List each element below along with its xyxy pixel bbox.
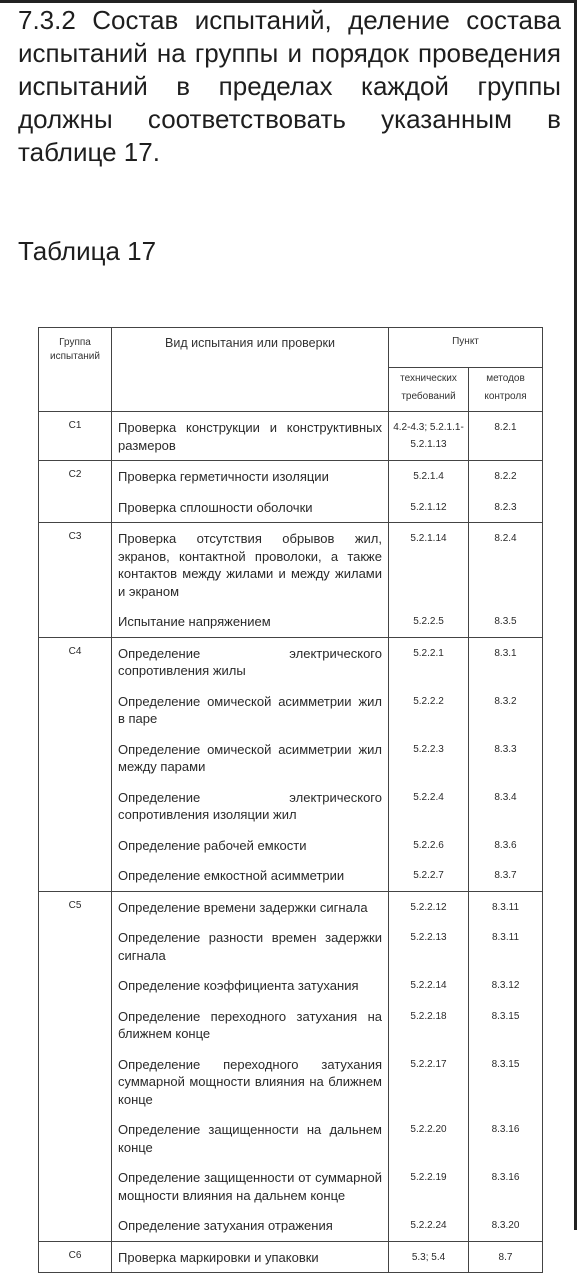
test-name-cell: Определение разности времен задержки сигнала xyxy=(112,922,389,970)
test-name-cell: Определение затухания отражения xyxy=(112,1210,389,1241)
table-row xyxy=(39,1210,543,1241)
methods-clause-cell: 8.3.15 xyxy=(469,1049,543,1115)
methods-clause-cell: 8.7 xyxy=(469,1241,543,1273)
requirements-clause-cell: 5.2.1.12 xyxy=(389,492,469,523)
table-row xyxy=(39,1241,543,1273)
requirements-clause-cell: 5.2.2.6 xyxy=(389,830,469,861)
table-row xyxy=(39,782,543,830)
table-row xyxy=(39,1049,543,1115)
methods-clause-cell: 8.2.1 xyxy=(469,412,543,461)
methods-clause-cell: 8.2.4 xyxy=(469,523,543,607)
table-row xyxy=(39,734,543,782)
requirements-clause-cell: 4.2-4.3; 5.2.1.1- 5.2.1.13 xyxy=(389,412,469,461)
test-name-cell: Определение электрического сопротивления жилы xyxy=(112,637,389,686)
table-row xyxy=(39,412,543,461)
group-cell xyxy=(39,1162,112,1210)
methods-clause-cell: 8.3.5 xyxy=(469,606,543,637)
table-row xyxy=(39,1162,543,1210)
group-cell xyxy=(39,734,112,782)
methods-clause-cell: 8.2.3 xyxy=(469,492,543,523)
methods-clause-cell: 8.3.3 xyxy=(469,734,543,782)
test-name-cell: Определение защищенности на дальнем конце xyxy=(112,1114,389,1162)
group-cell: С5 xyxy=(39,891,112,922)
requirements-clause-cell: 5.2.1.4 xyxy=(389,461,469,492)
requirements-clause-cell: 5.2.2.20 xyxy=(389,1114,469,1162)
requirements-clause-cell: 5.2.2.24 xyxy=(389,1210,469,1241)
table-row xyxy=(39,922,543,970)
group-cell xyxy=(39,606,112,637)
requirements-clause-cell: 5.2.2.18 xyxy=(389,1001,469,1049)
methods-clause-cell: 8.3.15 xyxy=(469,1001,543,1049)
header-kind: Вид испытания или проверки xyxy=(112,328,389,412)
methods-clause-cell: 8.3.2 xyxy=(469,686,543,734)
requirements-clause-cell: 5.2.2.17 xyxy=(389,1049,469,1115)
table-row xyxy=(39,606,543,637)
header-met: методов контроля xyxy=(469,368,543,412)
tests-table xyxy=(38,327,543,1273)
test-name-cell: Проверка конструкции и конструктивных размеров xyxy=(112,412,389,461)
group-cell xyxy=(39,1001,112,1049)
group-cell: С2 xyxy=(39,461,112,492)
group-cell xyxy=(39,970,112,1001)
test-name-cell: Определение электрического сопротивления изоляции жил xyxy=(112,782,389,830)
test-name-cell: Определение переходного затухания на ближнем конце xyxy=(112,1001,389,1049)
group-cell: С4 xyxy=(39,637,112,686)
test-name-cell: Определение переходного затухания суммарной мощности влияния на ближнем конце xyxy=(112,1049,389,1115)
requirements-clause-cell: 5.3; 5.4 xyxy=(389,1241,469,1273)
table-row xyxy=(39,860,543,891)
table-row xyxy=(39,686,543,734)
table-row xyxy=(39,492,543,523)
table-row xyxy=(39,970,543,1001)
methods-clause-cell: 8.2.2 xyxy=(469,461,543,492)
group-cell xyxy=(39,860,112,891)
requirements-clause-cell: 5.2.2.2 xyxy=(389,686,469,734)
intro-paragraph: 7.3.2 Состав испытаний, деление состава испытаний на группы и порядок проведения испытаний в пределах каждой группы должны соответствовать указанным в таблице 17. xyxy=(18,5,561,167)
group-cell xyxy=(39,782,112,830)
methods-clause-cell: 8.3.11 xyxy=(469,922,543,970)
test-name-cell: Проверка герметичности изоляции xyxy=(112,461,389,492)
methods-clause-cell: 8.3.11 xyxy=(469,891,543,922)
requirements-clause-cell: 5.2.2.5 xyxy=(389,606,469,637)
test-name-cell: Испытание напряжением xyxy=(112,606,389,637)
test-name-cell: Проверка отсутствия обрывов жил, экранов, контактной проволоки, а также контактов между жилами и между жилами и экраном xyxy=(112,523,389,607)
test-name-cell: Проверка сплошности оболочки xyxy=(112,492,389,523)
methods-clause-cell: 8.3.7 xyxy=(469,860,543,891)
requirements-clause-cell: 5.2.1.14 xyxy=(389,523,469,607)
test-name-cell: Определение рабочей емкости xyxy=(112,830,389,861)
group-cell xyxy=(39,1049,112,1115)
group-cell: С1 xyxy=(39,412,112,461)
methods-clause-cell: 8.3.20 xyxy=(469,1210,543,1241)
requirements-clause-cell: 5.2.2.7 xyxy=(389,860,469,891)
requirements-clause-cell: 5.2.2.1 xyxy=(389,637,469,686)
test-name-cell: Определение емкостной асимметрии xyxy=(112,860,389,891)
group-cell xyxy=(39,830,112,861)
group-cell xyxy=(39,1114,112,1162)
header-punkt: Пункт xyxy=(389,328,543,368)
methods-clause-cell: 8.3.16 xyxy=(469,1114,543,1162)
top-border-line xyxy=(0,0,577,3)
test-name-cell: Проверка маркировки и упаковки xyxy=(112,1241,389,1273)
table-row xyxy=(39,1001,543,1049)
test-name-cell: Определение омической асимметрии жил между парами xyxy=(112,734,389,782)
requirements-clause-cell: 5.2.2.4 xyxy=(389,782,469,830)
table-caption: Таблица 17 xyxy=(18,236,157,266)
test-name-cell: Определение защищенности от суммарной мощности влияния на дальнем конце xyxy=(112,1162,389,1210)
group-cell: С3 xyxy=(39,523,112,607)
table-row xyxy=(39,1114,543,1162)
group-cell xyxy=(39,686,112,734)
header-group: Группа испытаний xyxy=(39,328,112,412)
group-cell xyxy=(39,922,112,970)
header-req: технических требований xyxy=(389,368,469,412)
requirements-clause-cell: 5.2.2.3 xyxy=(389,734,469,782)
requirements-clause-cell: 5.2.2.19 xyxy=(389,1162,469,1210)
table-row xyxy=(39,523,543,607)
group-cell xyxy=(39,492,112,523)
test-name-cell: Определение времени задержки сигнала xyxy=(112,891,389,922)
methods-clause-cell: 8.3.12 xyxy=(469,970,543,1001)
table-row xyxy=(39,461,543,492)
methods-clause-cell: 8.3.6 xyxy=(469,830,543,861)
table-row xyxy=(39,637,543,686)
group-cell xyxy=(39,1210,112,1241)
test-name-cell: Определение омической асимметрии жил в паре xyxy=(112,686,389,734)
table-row xyxy=(39,891,543,922)
methods-clause-cell: 8.3.4 xyxy=(469,782,543,830)
requirements-clause-cell: 5.2.2.14 xyxy=(389,970,469,1001)
methods-clause-cell: 8.3.1 xyxy=(469,637,543,686)
methods-clause-cell: 8.3.16 xyxy=(469,1162,543,1210)
group-cell: С6 xyxy=(39,1241,112,1273)
requirements-clause-cell: 5.2.2.13 xyxy=(389,922,469,970)
test-name-cell: Определение коэффициента затухания xyxy=(112,970,389,1001)
table-row xyxy=(39,830,543,861)
requirements-clause-cell: 5.2.2.12 xyxy=(389,891,469,922)
